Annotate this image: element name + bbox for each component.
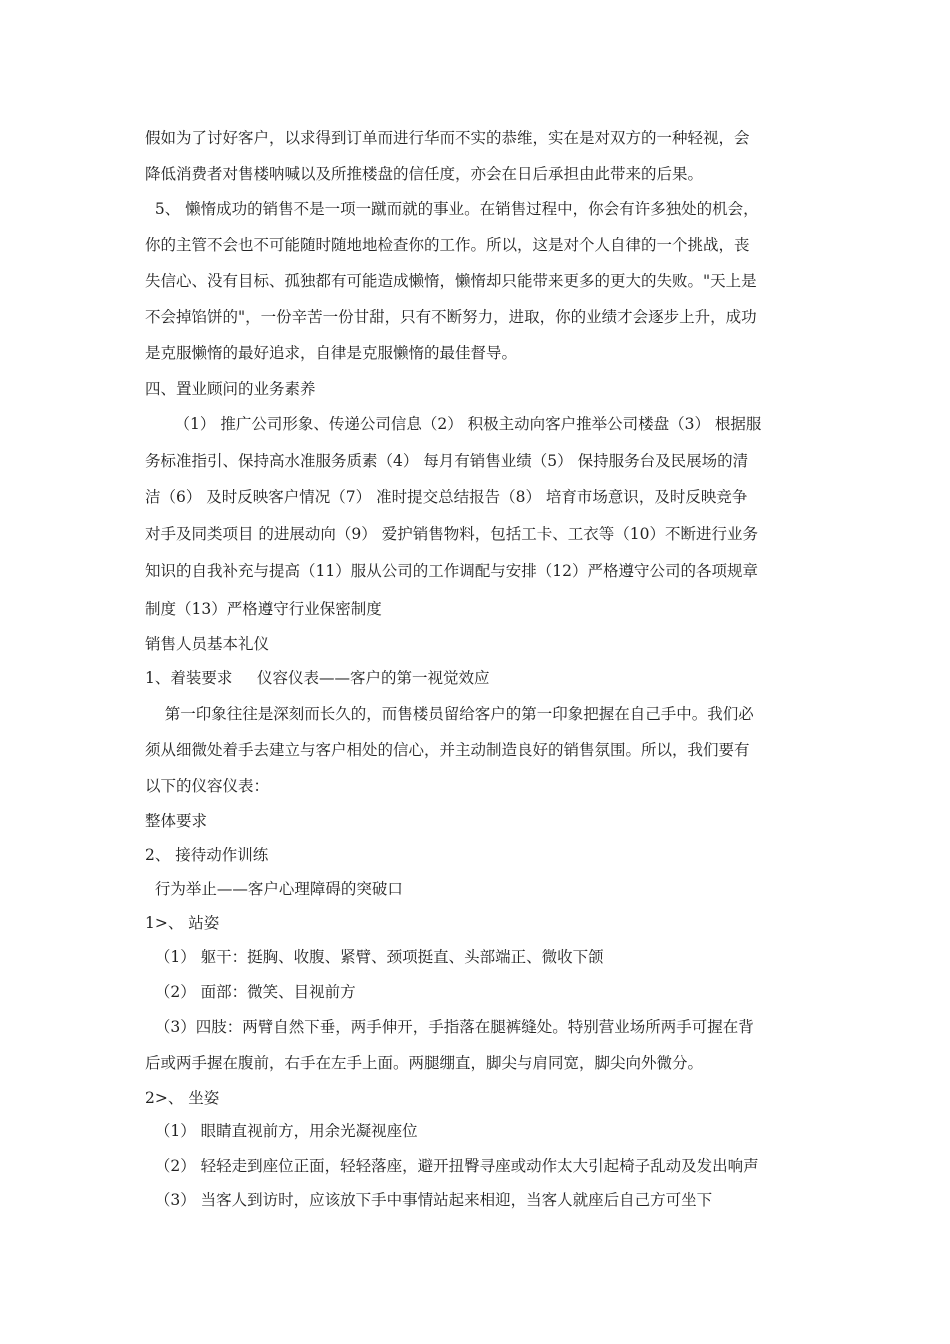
subsection-heading: 2>、 坐姿 xyxy=(145,1089,220,1107)
list-item: （2） 面部：微笑、目视前方 xyxy=(145,983,356,1001)
text-line: 你的主管不会也不可能随时随地地检查你的工作。所以，这是对个人自律的一个挑战，丧 xyxy=(145,236,750,254)
section-heading: 销售人员基本礼仪 xyxy=(145,635,270,653)
text-line: 须从细微处着手去建立与客户相处的信心，并主动制造良好的销售氛围。所以，我们要有 xyxy=(145,741,750,759)
text-line: 5、 懒惰成功的销售不是一项一蹴而就的事业。在销售过程中，你会有许多独处的机会， xyxy=(145,200,759,218)
text-line: 降低消费者对售楼呐喊以及所推楼盘的信任度，亦会在日后承担由此带来的后果。 xyxy=(145,165,704,183)
text-line: （1） 推广公司形象、传递公司信息（2） 积极主动向客户推举公司楼盘（3） 根据服 xyxy=(145,415,762,433)
subsection-heading: 1、着装要求 仪容仪表——客户的第一视觉效应 xyxy=(145,669,490,687)
text-line: 失信心、没有目标、孤独都有可能造成懒惰，懒惰却只能带来更多的更大的失败。"天上是 xyxy=(145,272,757,290)
list-item: （2） 轻轻走到座位正面，轻轻落座，避开扭臀寻座或动作太大引起椅子乱动及发出响声 xyxy=(145,1157,759,1175)
list-item: （1） 眼睛直视前方，用余光凝视座位 xyxy=(145,1122,418,1140)
subsection-heading: 1>、 站姿 xyxy=(145,914,220,932)
text-line: 后或两手握在腹前，右手在左手上面。两腿绷直，脚尖与肩同宽，脚尖向外微分。 xyxy=(145,1054,704,1072)
text-line: 知识的自我补充与提高（11）服从公司的工作调配与安排（12）严格遵守公司的各项规章 xyxy=(145,562,758,580)
text-line: 第一印象往往是深刻而长久的，而售楼员留给客户的第一印象把握在自己手中。我们必 xyxy=(145,705,754,723)
text-line: 是克服懒惰的最好追求，自律是克服懒惰的最佳督导。 xyxy=(145,344,518,362)
list-item: （3）四肢：两臂自然下垂，两手伸开，手指落在腿裤缝处。特别营业场所两手可握在背 xyxy=(145,1018,754,1036)
text-line: 假如为了讨好客户，以求得到订单而进行华而不实的恭维，实在是对双方的一种轻视，会 xyxy=(145,129,750,147)
text-line: 对手及同类项目 的进展动向（9） 爱护销售物料，包括工卡、工衣等（10）不断进行业务 xyxy=(145,525,758,543)
section-heading: 四、置业顾问的业务素养 xyxy=(145,380,316,398)
list-item: （3） 当客人到访时，应该放下手中事情站起来相迎，当客人就座后自己方可坐下 xyxy=(145,1191,713,1209)
text-line: 务标准指引、保持高水准服务质素（4） 每月有销售业绩（5） 保持服务台及民展场的清 xyxy=(145,452,749,470)
text-line: 以下的仪容仪表： xyxy=(145,777,270,795)
subsection-heading: 整体要求 xyxy=(145,812,208,830)
list-item: （1） 躯干：挺胸、收腹、紧臂、颈项挺直、头部端正、微收下颌 xyxy=(145,948,604,966)
text-line: 洁（6） 及时反映客户情况（7） 准时提交总结报告（8） 培育市场意识，及时反映竞争 xyxy=(145,488,748,506)
text-line: 行为举止——客户心理障碍的突破口 xyxy=(145,880,403,898)
text-line: 不会掉馅饼的"，一份辛苦一份甘甜，只有不断努力，进取，你的业绩才会逐步上升，成功 xyxy=(145,308,757,326)
subsection-heading: 2、 接待动作训练 xyxy=(145,846,269,864)
text-line: 制度（13）严格遵守行业保密制度 xyxy=(145,600,382,618)
